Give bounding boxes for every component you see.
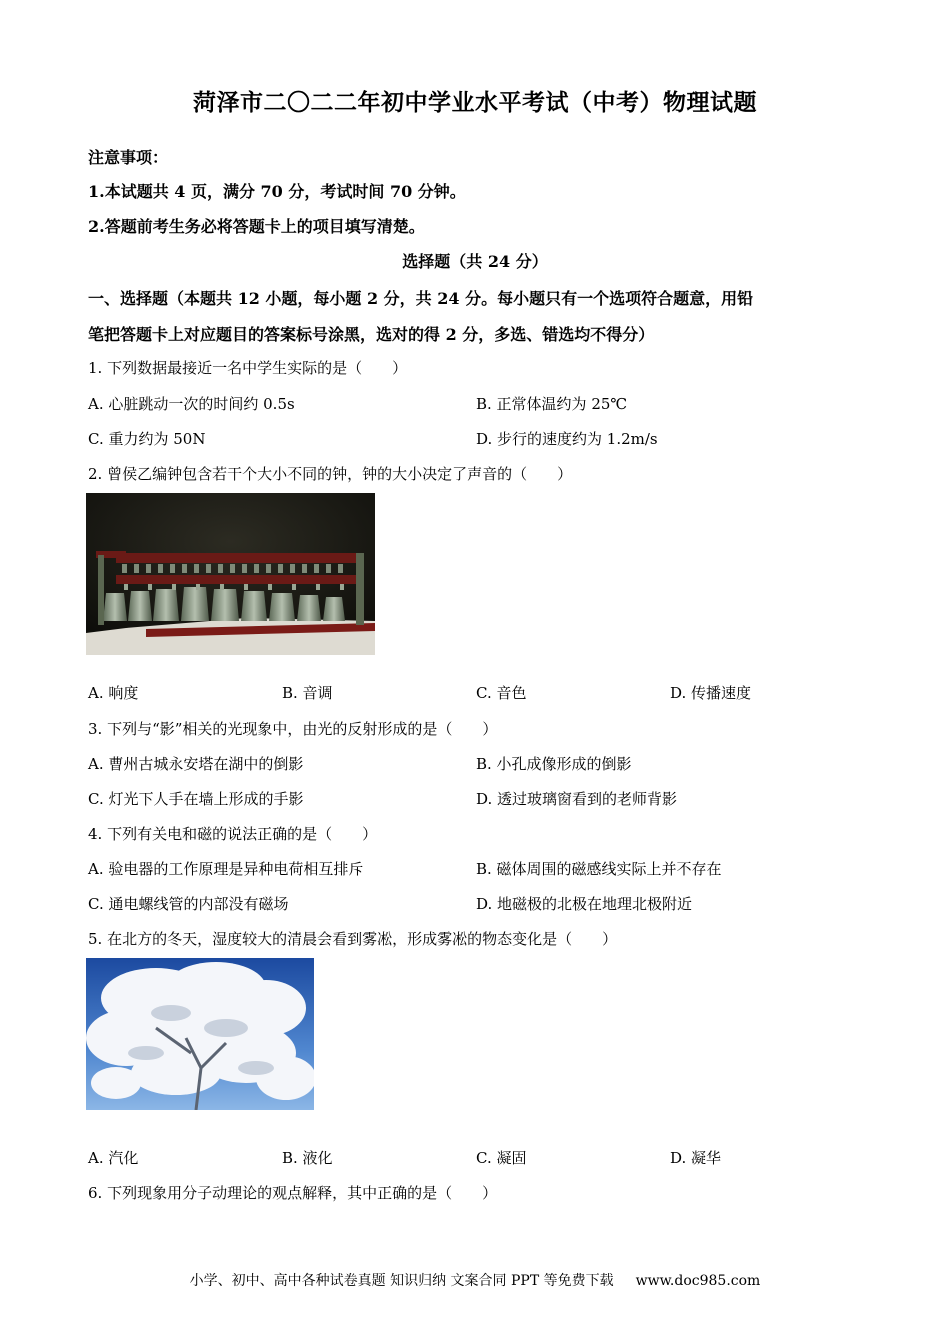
option: D. 步行的速度约为 1.2m/s [476,430,658,448]
page-footer [0,1270,950,1290]
option: D. 传播速度 [670,684,752,702]
page-title: 菏泽市二〇二二年初中学业水平考试（中考）物理试题 [193,89,757,116]
section-title: 选择题（共 24 分） [402,252,548,271]
question-stem: 4. 下列有关电和磁的说法正确的是（ ） [88,825,378,843]
option: A. 曹州古城永安塔在湖中的倒影 [88,755,304,773]
footer-text: 小学、初中、高中各种试卷真题 知识归纳 文案合同 PPT 等免费下载 [189,1273,614,1289]
notes-heading: 注意事项： [88,148,169,167]
option: A. 响度 [88,684,139,702]
rime-tree-photo [86,958,314,1110]
option: B. 小孔成像形成的倒影 [476,755,632,773]
option: B. 正常体温约为 25℃ [476,395,628,413]
option: C. 重力约为 50N [88,430,206,448]
note-item: 1.本试题共 4 页，满分 70 分，考试时间 70 分钟。 [88,182,466,201]
option: A. 心脏跳动一次的时间约 0.5s [88,395,295,413]
option: B. 液化 [282,1149,333,1167]
option: C. 灯光下人手在墙上形成的手影 [88,790,304,808]
question-stem: 5. 在北方的冬天，湿度较大的清晨会看到雾凇，形成雾凇的物态变化是（ ） [88,930,618,948]
option: A. 汽化 [88,1149,139,1167]
note-item: 2.答题前考生务必将答题卡上的项目填写清楚。 [88,217,425,236]
option: B. 音调 [282,684,333,702]
question-stem: 6. 下列现象用分子动理论的观点解释，其中正确的是（ ） [88,1184,498,1202]
option: C. 凝固 [476,1149,527,1167]
part-title-line2: 笔把答题卡上对应题目的答案标号涂黑，选对的得 2 分，多选、错选均不得分） [88,325,655,344]
footer-url[interactable]: www.doc985.com [635,1273,761,1289]
question-stem: 3. 下列与“影”相关的光现象中，由光的反射形成的是（ ） [88,720,498,738]
question-stem: 1. 下列数据最接近一名中学生实际的是（ ） [88,359,408,377]
option: D. 地磁极的北极在地理北极附近 [476,895,693,913]
chime-bells-photo [86,493,375,655]
option: B. 磁体周围的磁感线实际上并不存在 [476,860,722,878]
option: D. 透过玻璃窗看到的老师背影 [476,790,678,808]
question-stem: 2. 曾侯乙编钟包含若干个大小不同的钟，钟的大小决定了声音的（ ） [88,465,573,483]
part-title-line1: 一、选择题（本题共 12 小题，每小题 2 分，共 24 分。每小题只有一个选项符合题意，用铅 [88,289,754,308]
option: D. 凝华 [670,1149,722,1167]
option: C. 音色 [476,684,527,702]
option: A. 验电器的工作原理是异种电荷相互排斥 [88,860,364,878]
option: C. 通电螺线管的内部没有磁场 [88,895,289,913]
